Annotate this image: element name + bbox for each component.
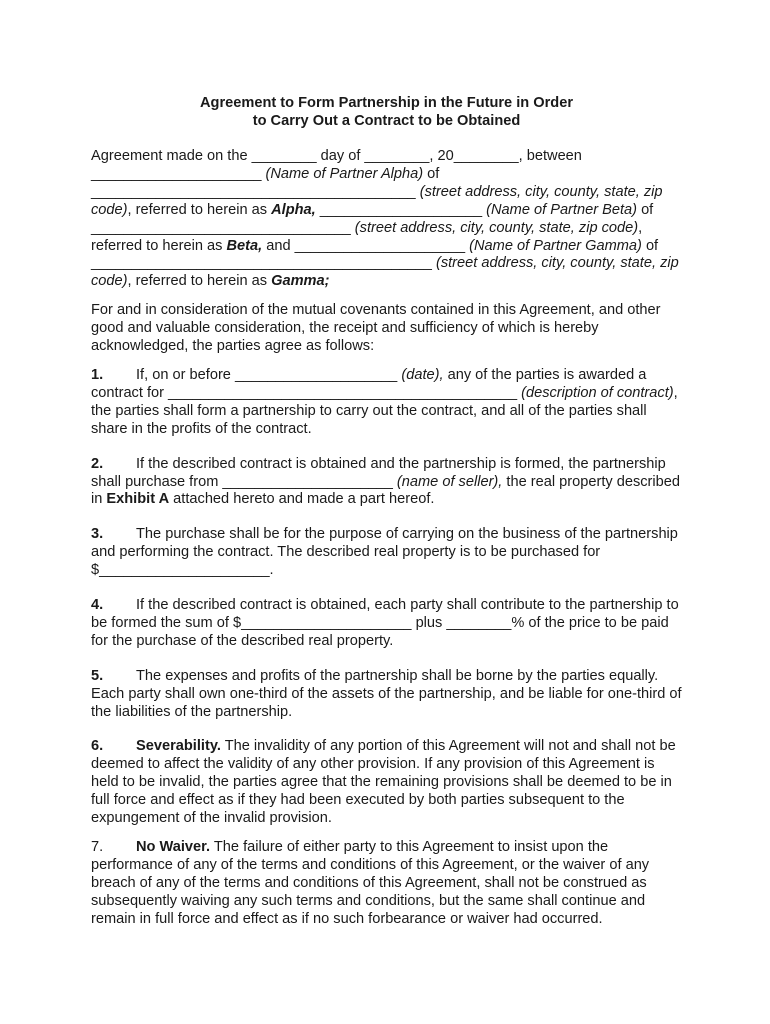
intro-text: of ________________________________________ [91, 165, 440, 200]
section-heading: No Waiver. [136, 839, 211, 855]
document-title [91, 94, 682, 130]
description-hint: (description of contract) [521, 384, 674, 401]
intro-paragraph [91, 148, 682, 291]
section-text: the real property described in [91, 473, 680, 508]
section-number: 1. [91, 366, 104, 383]
seller-hint: (name of seller), [396, 473, 503, 490]
section-text: If the described contract is obtained, each party shall contribute to the partnership to be formed the sum of $_____________________ plus ________% of the price to be paid for the purchase of the described real property. [91, 597, 679, 649]
section-5 [91, 668, 682, 722]
recital-paragraph: For and in consideration of the mutual covenants contained in this Agreement, and other good and valuable consideration, the receipt and sufficiency of which is hereby acknowledged, the parties agree as follows: [91, 302, 661, 355]
section-1 [91, 367, 682, 439]
section-text: The failure of either party to this Agreement to insist upon the performance of any of the terms and conditions of this Agreement, or the waiver of any breach of any of the terms and conditions of this Agreement, shall not be construed as subsequently waiving any such terms and conditions, but the same shall continue and remain in full force and effect as if no such forbearance or waiver had occurred. [91, 839, 650, 927]
beta-address-hint: (street address, city, county, state, zip code) [354, 219, 639, 236]
intro-text: ____________________ [315, 201, 487, 218]
section-number: 6. [91, 738, 104, 755]
intro-text: , referred to herein as [91, 219, 643, 254]
gamma-name-hint: (Name of Partner Gamma) [469, 237, 642, 254]
beta-label: Beta, [226, 237, 263, 254]
section-text: The invalidity of any portion of this Agreement will not and shall not be deemed to affect the validity of any other provision. If any provision of this Agreement is held to be invalid, the parties agree that the remaining provisions shall be deemed to be in full force and effect as if they had been executed by both parties subsequent to the expungement of the invalid provision. [91, 738, 676, 827]
section-number: 4. [91, 597, 104, 614]
section-text: any of the parties is awarded a contract for ___________________________________________ [91, 366, 647, 401]
section-number: 2. [91, 455, 104, 472]
alpha-address-hint: (street address, city, county, state, zip code) [91, 183, 663, 218]
section-text: attached hereto and made a part hereof. [169, 491, 435, 508]
intro-text: , referred to herein as [127, 273, 272, 290]
alpha-label: Alpha, [271, 201, 316, 218]
section-text: The purchase shall be for the purpose of carrying on the business of the partnership and performing the contract. The described real property is to be purchased for $_____________________. [91, 526, 678, 579]
intro-text: Agreement made on the ________ day of ________, 20________, between _____________________ [91, 148, 582, 182]
gamma-label: Gamma; [271, 273, 330, 290]
alpha-name-hint: (Name of Partner Alpha) [265, 165, 424, 182]
section-3 [91, 526, 682, 580]
intro-text: of ________________________________ [91, 201, 654, 236]
title-line-2: to Carry Out a Contract to be Obtained [252, 113, 521, 129]
beta-name-hint: (Name of Partner Beta) [486, 201, 638, 218]
section-6 [91, 738, 682, 828]
gamma-address-hint: (street address, city, county, state, zip code) [91, 255, 679, 290]
section-text: If, on or before ____________________ [136, 366, 402, 383]
intro-text: of __________________________________________ [91, 237, 659, 272]
section-number: 5. [91, 667, 104, 684]
section-number: 7. [91, 839, 104, 855]
section-number: 3. [91, 526, 104, 543]
section-7 [91, 839, 682, 929]
exhibit-reference: Exhibit A [106, 491, 170, 508]
intro-text: , referred to herein as [127, 201, 272, 218]
section-text: , the parties shall form a partnership to carry out the contract, and all of the parties shall share in the profits of the contract. [91, 384, 678, 437]
section-4 [91, 597, 682, 651]
section-text: If the described contract is obtained and the partnership is formed, the partnership shall purchase from _____________________ [91, 455, 666, 490]
section-2 [91, 456, 682, 510]
date-hint: (date), [401, 366, 444, 383]
title-line-1: Agreement to Form Partnership in the Future in Order [200, 95, 573, 111]
section-heading: Severability. [136, 738, 221, 755]
intro-text: and _____________________ [262, 237, 470, 254]
section-text: The expenses and profits of the partnership shall be borne by the parties equally. Each party shall own one-third of the assets of the partnership, and be liable for one-third of the liabilities of the partnership. [91, 667, 682, 720]
